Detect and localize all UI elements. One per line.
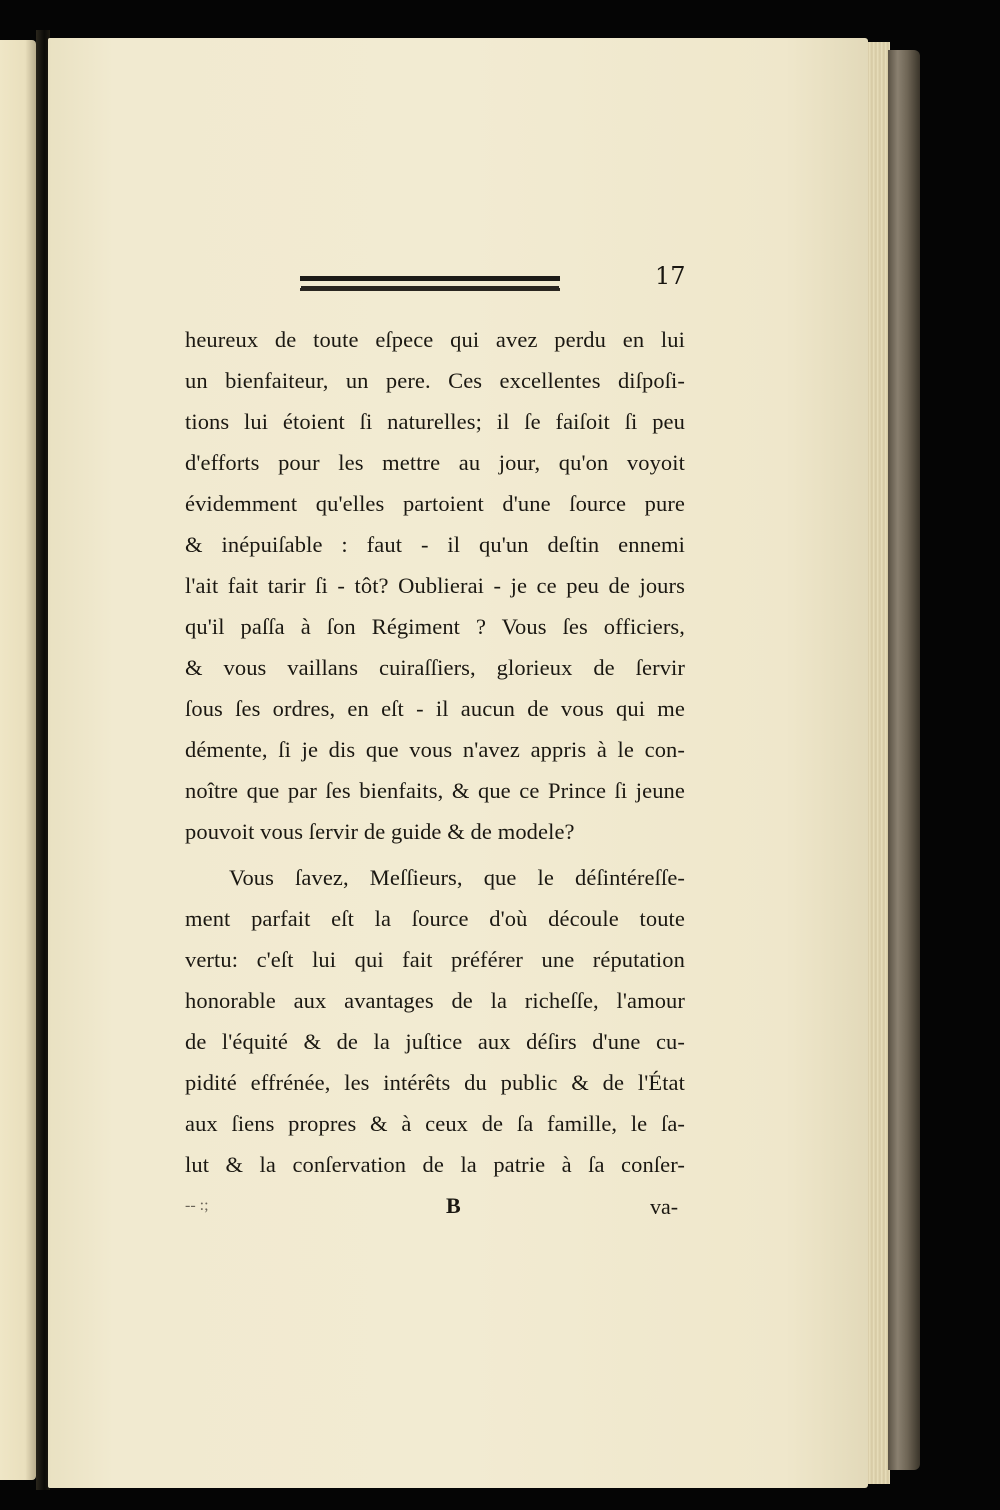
text-line: heureux de toute eſpece qui avez perdu en lui (185, 327, 685, 352)
text-line: tions lui étoient ſi naturelles; il ſe faiſoit ſi peu (185, 409, 685, 434)
text-line: de l'équité & de la juſtice aux déſirs d'une cu- (185, 1029, 685, 1054)
text-line: évidemment qu'elles partoient d'une ſource pure (185, 491, 685, 516)
signature-mark: B (446, 1193, 461, 1218)
text-line-paragraph-start: Vous ſavez, Meſſieurs, que le déſintéreſſe- (229, 865, 685, 890)
stray-marks: -- :; (185, 1197, 209, 1214)
text-line: démente, ſi je dis que vous n'avez appris à le con- (185, 737, 685, 762)
catchword: va- (650, 1194, 679, 1219)
book-cover-edge (888, 50, 920, 1470)
text-line: & vous vaillans cuiraſſiers, glorieux de ſervir (185, 655, 685, 680)
text-line: ſous ſes ordres, en eſt - il aucun de vous qui me (185, 696, 685, 721)
text-line: ment parfait eſt la ſource d'où découle toute (185, 906, 685, 931)
text-line: d'efforts pour les mettre au jour, qu'on voyoit (185, 450, 685, 475)
text-line: pouvoit vous ſervir de guide & de modele? (185, 819, 575, 844)
header-rule-secondary (300, 288, 560, 291)
page-block-edges (866, 42, 890, 1484)
text-line: honorable aux avantages de la richeſſe, l'amour (185, 988, 685, 1013)
text-line: aux ſiens propres & à ceux de ſa famille, le ſa- (185, 1111, 685, 1136)
text-line: & inépuiſable : faut - il qu'un deſtin ennemi (185, 532, 685, 557)
page-number: 17 (655, 262, 686, 290)
text-line: vertu: c'eſt lui qui fait préférer une réputation (185, 947, 685, 972)
facing-page-edge (0, 40, 36, 1480)
header-rule (300, 276, 560, 281)
text-line: pidité effrénée, les intérêts du public & de l'État (185, 1070, 685, 1095)
text-line: noître que par ſes bienfaits, & que ce Prince ſi jeune (185, 778, 685, 803)
text-line: l'ait fait tarir ſi - tôt? Oublierai - je ce peu de jours (185, 573, 685, 598)
text-line: un bienfaiteur, un pere. Ces excellentes diſpoſi- (185, 368, 685, 393)
text-line: qu'il paſſa à ſon Régiment ? Vous ſes officiers, (185, 614, 685, 639)
text-line: lut & la conſervation de la patrie à ſa conſer- (185, 1152, 685, 1177)
